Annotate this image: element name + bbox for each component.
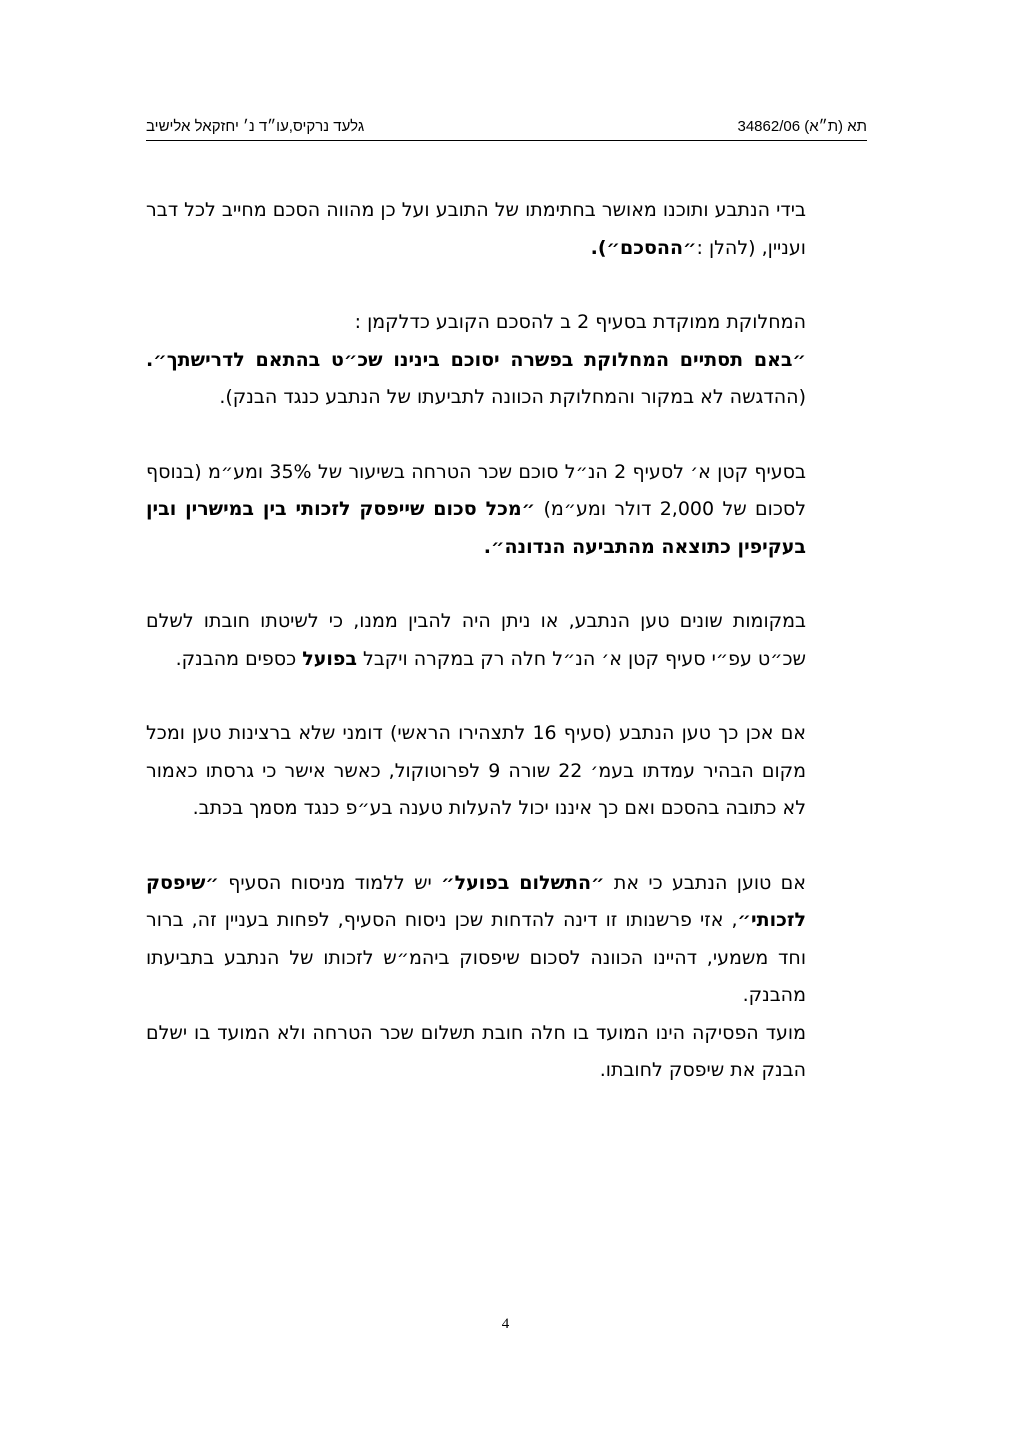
text-segment: במקומות שונים טען הנתבע, או ניתן היה להבין ממנו, כי לשיטתו חובתו לשלם שכ״ט עפ״י סעיף קטן א׳ הנ״ל חלה רק במקרה ויקבל bbox=[146, 610, 806, 670]
paragraph-clause-quote bbox=[146, 342, 806, 417]
text-segment: כספים מהבנק. bbox=[175, 647, 303, 670]
bold-segment: בפועל bbox=[302, 647, 357, 670]
text-segment: , אזי פרשנותו זו דינה להדחות שכן ניסוח הסעיף, לפחות בעניין זה, ברור וחד משמעי, דהיינו הכוונה לסכום שיפסוק ביהמ״ש לזכותו של הנתבע בתביעתו מהבנק. bbox=[146, 909, 806, 1006]
page-header bbox=[146, 116, 867, 141]
bold-segment: ״התשלום בפועל״ bbox=[441, 871, 605, 894]
paragraph-interpretation bbox=[146, 865, 806, 1015]
paragraph-defendant-claim bbox=[146, 603, 806, 678]
bold-segment: ״באם תסתיים המחלוקת בפשרה יסוכם בינינו שכ״ט בהתאם לדרישתך״. bbox=[146, 348, 806, 371]
text-segment: יש ללמוד מניסוח הסעיף bbox=[218, 871, 442, 894]
paragraph-agreement-definition bbox=[146, 192, 806, 267]
text-segment: המחלוקת ממוקדת בסעיף 2 ב להסכם הקובע כדלקמן : bbox=[354, 311, 806, 333]
case-number: תא (ת״א) 34862/06 bbox=[737, 118, 867, 135]
text-segment: בסעיף קטן א׳ לסעיף 2 הנ״ל סוכם שכר הטרחה בשיעור של 35% ומע״מ (בנוסף לסכום של 2,000 דולר ומע״מ) bbox=[146, 460, 806, 520]
text-segment: מועד הפסיקה הינו המועד בו חלה חובת תשלום שכר הטרחה ולא המועד בו ישלם הבנק את שיפסק לחובתו. bbox=[146, 1021, 806, 1081]
text-segment: אם אכן כך טען הנתבע (סעיף 16 לתצהירו הראשי) דומני שלא ברצינות טען ומכל מקום הבהיר עמדתו בעמ׳ 22 שורה 9 לפרוטוקול, כאשר אישר כי גרסתו כאמור לא כתובה בהסכם ואם כך איננו יכול להעלות טענה בע״פ כנגד מסמך בכתב. bbox=[146, 722, 807, 819]
bold-segment: ״שיפסק לזכותי״ bbox=[146, 871, 806, 931]
text-segment: אם טוען הנתבע כי את bbox=[604, 871, 806, 894]
paragraph-fee-clause bbox=[146, 454, 806, 567]
text-segment: (ההדגשה לא במקור והמחלוקת הכוונה לתביעתו של הנתבע כנגד הבנק). bbox=[219, 386, 806, 408]
case-parties: גלעד נרקיס,עו״ד נ׳ יחזקאל אלישיב bbox=[146, 118, 365, 135]
bold-segment: ״מכל סכום שייפסק לזכותי בין במישרין ובין בעקיפין כתוצאה מהתביעה הנדונה״. bbox=[146, 498, 806, 558]
paragraph-dispute-intro bbox=[146, 304, 806, 342]
paragraph-ruling-date bbox=[146, 1015, 806, 1090]
paragraph-court-position bbox=[146, 715, 806, 828]
page-number: 4 bbox=[501, 1316, 510, 1332]
bold-segment: ״ההסכם״). bbox=[590, 236, 697, 259]
text-segment: בידי הנתבע ותוכנו מאושר בחתימתו של התובע ועל כן מהווה הסכם מחייב לכל דבר ועניין, (להלן : bbox=[146, 199, 806, 259]
document-body bbox=[146, 192, 806, 1090]
